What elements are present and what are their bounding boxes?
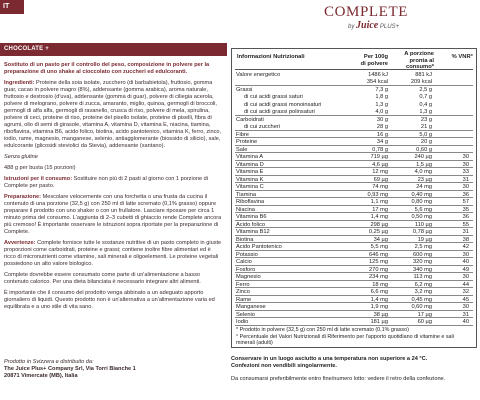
cell-name: Selenio: [236, 311, 255, 318]
cell-a: 16 g: [376, 131, 388, 138]
cell-name: Grassi: [236, 86, 253, 93]
cell-name: Fosforo: [236, 266, 256, 273]
flavor-banner: CHOCOLATE +: [0, 43, 227, 56]
cell-a: 181 µg: [370, 319, 388, 325]
table-row: [235, 154, 473, 161]
table-row: [235, 101, 473, 108]
cell-name: Vitamina B12: [236, 229, 270, 235]
complete-logo: [324, 4, 420, 34]
cell-a: 1,4 mg: [370, 214, 388, 220]
cell-c: 57: [462, 199, 469, 205]
cell-c: 31: [462, 311, 469, 318]
cell-a: 12 mg: [372, 169, 388, 175]
cell-c: 33: [462, 169, 469, 175]
cell-name: Vitamina E: [236, 169, 264, 175]
cell-b: 0,60 g: [416, 146, 432, 153]
logo-brand-line: by Juice PLUS+: [348, 20, 400, 31]
cell-name: Vitamina D: [236, 161, 264, 168]
table-row: [235, 221, 473, 228]
cell-a: 38 µg: [373, 311, 388, 318]
table-row: [235, 86, 473, 93]
cell-b: 0,50 mg: [411, 214, 432, 220]
distributor-line-3: 20871 Vimercate (MB), Italia: [4, 373, 78, 379]
cell-name: Potassio: [236, 251, 258, 258]
cell-b: 17 µg: [417, 311, 432, 318]
cell-b: 2,5 g: [419, 86, 432, 93]
cell-name: Ferro: [236, 281, 250, 288]
cell-a: 719 µg: [370, 154, 388, 160]
cell-a: 18 mg: [372, 281, 388, 288]
table-row: [235, 289, 473, 296]
note-vnr: ° Percentuale dei Valori Nutrizionali di Riferimento per l'apporto quotidiano di vitamine e sali minerali (adulti): [236, 333, 454, 346]
table-row: [235, 296, 473, 303]
table-row: [235, 109, 473, 116]
cell-b: 0,60 mg: [411, 304, 432, 310]
cell-c: 31: [462, 229, 469, 235]
table-header-per100g: Per 100g di polvere: [360, 54, 388, 67]
cell-b: 113 mg: [413, 274, 432, 280]
cell-b: 3,2 mg: [414, 289, 432, 295]
cell-a: 34 µg: [373, 236, 388, 243]
table-header-serving: A porzione pronta al consumo*: [404, 51, 434, 70]
cell-name: di cui acidi grassi polinsaturi: [244, 109, 315, 115]
cell-name: Carboidrati: [236, 116, 264, 123]
distributor-info: [4, 359, 222, 380]
table-row: [235, 236, 473, 243]
cell-b: 881 kJ: [415, 71, 432, 78]
cell-b: 23 µg: [417, 176, 432, 183]
cell-c: 32: [462, 289, 469, 295]
table-row: [235, 199, 473, 206]
cell-name: di cui acidi grassi saturi: [244, 94, 303, 100]
cell-a: 0,93 mg: [367, 191, 388, 198]
product-description: [4, 62, 222, 315]
table-row: [235, 206, 473, 213]
table-row: [235, 311, 473, 318]
cell-a: 69 µg: [373, 176, 388, 183]
gluten-free-text: Senza glutine: [4, 154, 38, 160]
distributor-line-1: Prodotto in Svizzera e distribuito da:: [4, 359, 94, 365]
cell-b: 19 µg: [417, 236, 432, 243]
cell-b: 0,78 µg: [412, 229, 432, 235]
cell-name: Vitamina A: [236, 154, 264, 160]
cell-name: Niacina: [236, 206, 255, 213]
cell-name: Rame: [236, 296, 252, 303]
nutrition-table: [231, 48, 477, 348]
note-serving: * Prodotto in polvere (32,5 g) con 250 ml di latte scremato (0,1% grasso): [236, 327, 409, 333]
cell-b: 320 mg: [413, 259, 432, 265]
cell-b: 110 µg: [414, 221, 432, 228]
cell-b: 209 kcal: [410, 79, 432, 85]
cell-name: Riboflavina: [236, 199, 265, 205]
table-notes: [236, 327, 472, 347]
cell-a: 0,78 g: [372, 146, 388, 153]
intro-text: Sostituto di un pasto per il controllo del peso, composizione in polvere per la preparazione di uno shake al cioccolato con zuccheri ed edulcoranti.: [4, 62, 210, 75]
cell-name: Calcio: [236, 259, 252, 265]
cell-c: 31: [462, 176, 469, 183]
cell-a: 1,3 g: [375, 101, 388, 108]
cell-a: 28 g: [376, 124, 388, 130]
cell-c: 40: [462, 319, 469, 325]
cell-b: 23 g: [420, 116, 432, 123]
cell-name: Manganese: [236, 304, 266, 310]
cell-c: 49: [462, 266, 469, 273]
cell-c: 45: [462, 296, 469, 303]
table-row: [235, 146, 473, 153]
cell-a: 1,1 mg: [370, 199, 388, 205]
cell-name: Acido Pantotenico: [236, 244, 282, 250]
cell-a: 7,3 g: [375, 86, 388, 93]
cell-b: 1,3 g: [419, 109, 432, 115]
table-row: [235, 304, 473, 311]
cell-name: Iodio: [236, 319, 249, 325]
cell-c: 30: [462, 304, 469, 310]
cell-c: 55: [462, 221, 469, 228]
cell-b: 24 mg: [416, 184, 432, 190]
table-header-name: Informazioni Nutrizionali: [237, 54, 305, 60]
cell-b: 4,0 mg: [414, 169, 432, 175]
liquids-paragraph: È importante che il consumo del prodotto venga abbinato a un adeguato apporto giornaliero di liquidi. Questo prodotto non è un'alternativa a un'alimentazione varia ed equilibrata e a uno stile di vita sano.: [4, 290, 215, 310]
cell-name: Valore energetico: [236, 71, 281, 78]
cell-c: 44: [462, 281, 469, 288]
cell-a: 17 mg: [372, 206, 388, 213]
table-row: [235, 251, 473, 258]
ingredients-paragraph: Ingredienti: Proteine della soia isolate, zucchero (di barbabietola), fruttosio, gomma guar, cacao in polvere magro (8%), addensante (gomma arabica), aroma naturale, fruttosio e destrosio (d'uva), addensante (gomma di guar), polvere di ciliegia acerola, polvere di melograno, polvere di zucca, amaranto, miglio, quinoa, germogli di broccoli, germogli di alfa alfa, germogli di ravanello, crusca di riso, polvere di mela, spirulina, polvere di ceci, proteine di riso, proteine del pisello isolate, proteine di piselli, fibra di agrumi, olio di semi di girasole, vitamina A, vitamina D, vitamina E, niacina, tiamina, riboflavina, vitamina B6, acido folico, biotina, acido pantotenico, vitamina K, ferro, zinco, iodio, rame, magnesio, manganese, selenio, antiagglomerante (biossido di silicio), sale, edulcorante (glicosidi steviolici da Stevia), addensante (xantano).: [4, 80, 222, 149]
cell-c: 36: [462, 214, 469, 220]
cell-c: 42: [462, 244, 469, 250]
table-row: [235, 281, 473, 288]
cell-a: 234 mg: [369, 274, 388, 280]
cell-b: 0,80 mg: [411, 199, 432, 205]
table-row: [235, 266, 473, 273]
cell-c: 30: [462, 251, 469, 258]
cell-b: 2,5 mg: [414, 244, 432, 250]
cell-name: Vitamina B6: [236, 214, 267, 220]
preparation-paragraph: Preparazione: Mescolare velocemente con una forchetta o una frusta da cucina il contenuto di una porzione (32,5 g) con 250 ml di latte scremato (0,1% grasso) oppure preparare il prodotto con uno shaker o con un frullatore. Lasciare riposare per circa 1 minuto prima del consumo. L'aggiunta di 2–3 cubetti di ghiaccio rende Complete ancora più cremoso! È importante osservare le istruzioni sopra riportate per la preparazione di Complete.: [4, 194, 222, 235]
cell-b: 21 g: [420, 124, 432, 130]
cell-b: 0,40 mg: [411, 191, 432, 198]
storage-line-3: Da consumarsi preferibilmente entro fine/numero lotto: vedere il retro della confezione.: [231, 376, 446, 382]
cell-name: Sale: [236, 146, 248, 153]
cell-b: 20 g: [420, 139, 432, 145]
language-tag: IT: [0, 0, 24, 14]
cell-name: Zinco: [236, 289, 250, 295]
cell-a: 1,4 mg: [370, 296, 388, 303]
table-row: [235, 244, 473, 251]
cell-a: 0,25 µg: [368, 229, 388, 235]
table-row: [235, 214, 473, 221]
cell-a: 270 mg: [369, 266, 388, 273]
cell-a: 6,6 mg: [370, 289, 388, 295]
table-row: [235, 176, 473, 183]
table-row: [235, 161, 473, 168]
storage-line-2: Confezioni non vendibili singolarmente.: [231, 363, 337, 369]
cell-a: 1,8 g: [375, 94, 388, 100]
cell-c: 30: [462, 154, 469, 160]
cell-name: Acido folico: [236, 221, 266, 228]
cell-a: 354 kcal: [366, 79, 388, 85]
cell-b: 240 µg: [414, 154, 432, 160]
storage-line-1: Conservare in un luogo asciutto a una temperatura non superiore a 24 °C.: [231, 356, 428, 362]
cell-a: 30 g: [376, 116, 388, 123]
cell-c: 35: [462, 206, 469, 213]
cell-a: 4,0 g: [375, 109, 388, 115]
cell-a: 125 mg: [369, 259, 388, 265]
cell-name: Vitamina K: [236, 176, 264, 183]
table-row: [235, 71, 473, 78]
usage-paragraph: Istruzioni per il consumo: Sostituire non più di 2 pasti al giorno con 1 porzione di Complete per pasto.: [4, 176, 208, 189]
cell-c: 40: [462, 259, 469, 265]
cell-b: 0,7 g: [419, 94, 432, 100]
cell-b: 600 mg: [413, 251, 432, 258]
table-row: [235, 229, 473, 236]
cell-a: 74 mg: [372, 184, 388, 190]
distributor-line-2: The Juice Plus+ Company Srl, Via Torri Bianche 1: [4, 366, 136, 372]
logo-main-text: COMPLETE: [324, 4, 408, 20]
cell-name: Proteine: [236, 139, 258, 145]
table-row: [235, 319, 473, 326]
cell-c: 36: [462, 191, 469, 198]
cell-name: di cui zuccheri: [244, 124, 281, 130]
diet-paragraph: Complete dovrebbe essere consumato come parte di un'alimentazione a basso contenuto calorico. Per una dieta bilanciata è necessario integrare altri alimenti.: [4, 272, 201, 285]
cell-name: di cui acidi grassi monoinsaturi: [244, 101, 322, 108]
cell-name: Vitamina C: [236, 184, 264, 190]
cell-name: Fibre: [236, 131, 249, 138]
cell-b: 0,45 mg: [411, 296, 432, 303]
cell-c: 30: [462, 161, 469, 168]
cell-name: Magnesio: [236, 274, 261, 280]
cell-b: 5,6 mg: [414, 206, 432, 213]
cell-b: 5,0 g: [419, 131, 432, 138]
table-header-vnr: % VNR°: [451, 54, 473, 60]
cell-a: 646 mg: [369, 251, 388, 258]
cell-a: 5,5 mg: [370, 244, 388, 250]
cell-b: 0,4 g: [419, 101, 432, 108]
cell-name: Tiamina: [236, 191, 257, 198]
table-row: [235, 191, 473, 198]
cell-c: 30: [462, 184, 469, 190]
cell-b: 1,5 µg: [416, 161, 432, 168]
table-row: [235, 184, 473, 191]
header-divider: [235, 69, 473, 70]
table-row: [235, 94, 473, 101]
cell-a: 298 µg: [370, 221, 388, 228]
cell-a: 4,6 µg: [372, 161, 388, 168]
storage-info: [231, 356, 477, 383]
table-row: [235, 79, 473, 86]
cell-a: 1,9 mg: [370, 304, 388, 310]
cell-a: 1486 kJ: [368, 71, 388, 78]
cell-b: 340 mg: [413, 266, 432, 273]
cell-name: Biotina: [236, 236, 254, 243]
table-row: [235, 274, 473, 281]
table-row: [235, 131, 473, 138]
table-row: [235, 116, 473, 123]
cell-b: 6,2 mg: [414, 281, 432, 288]
table-row: [235, 139, 473, 146]
cell-b: 60 µg: [417, 319, 432, 325]
warning-paragraph: Avvertenze: Complete fornisce tutte le sostanze nutritive di un pasto completo in giuste proporzioni come carboidrati, proteine e grassi; contiene inoltre fibre alimentari ed è ricco di micronutrienti come vitamine, sali minerali e oligoelementi. Le proteine vegetali possiedono un alto valore biologico.: [4, 240, 222, 267]
table-row: [235, 169, 473, 176]
cell-a: 34 g: [376, 139, 388, 145]
table-row: [235, 259, 473, 266]
weight-text: 488 g per busta (15 porzioni): [4, 165, 76, 171]
cell-c: 38: [462, 236, 469, 243]
cell-c: 30: [462, 274, 469, 280]
table-row: [235, 124, 473, 131]
